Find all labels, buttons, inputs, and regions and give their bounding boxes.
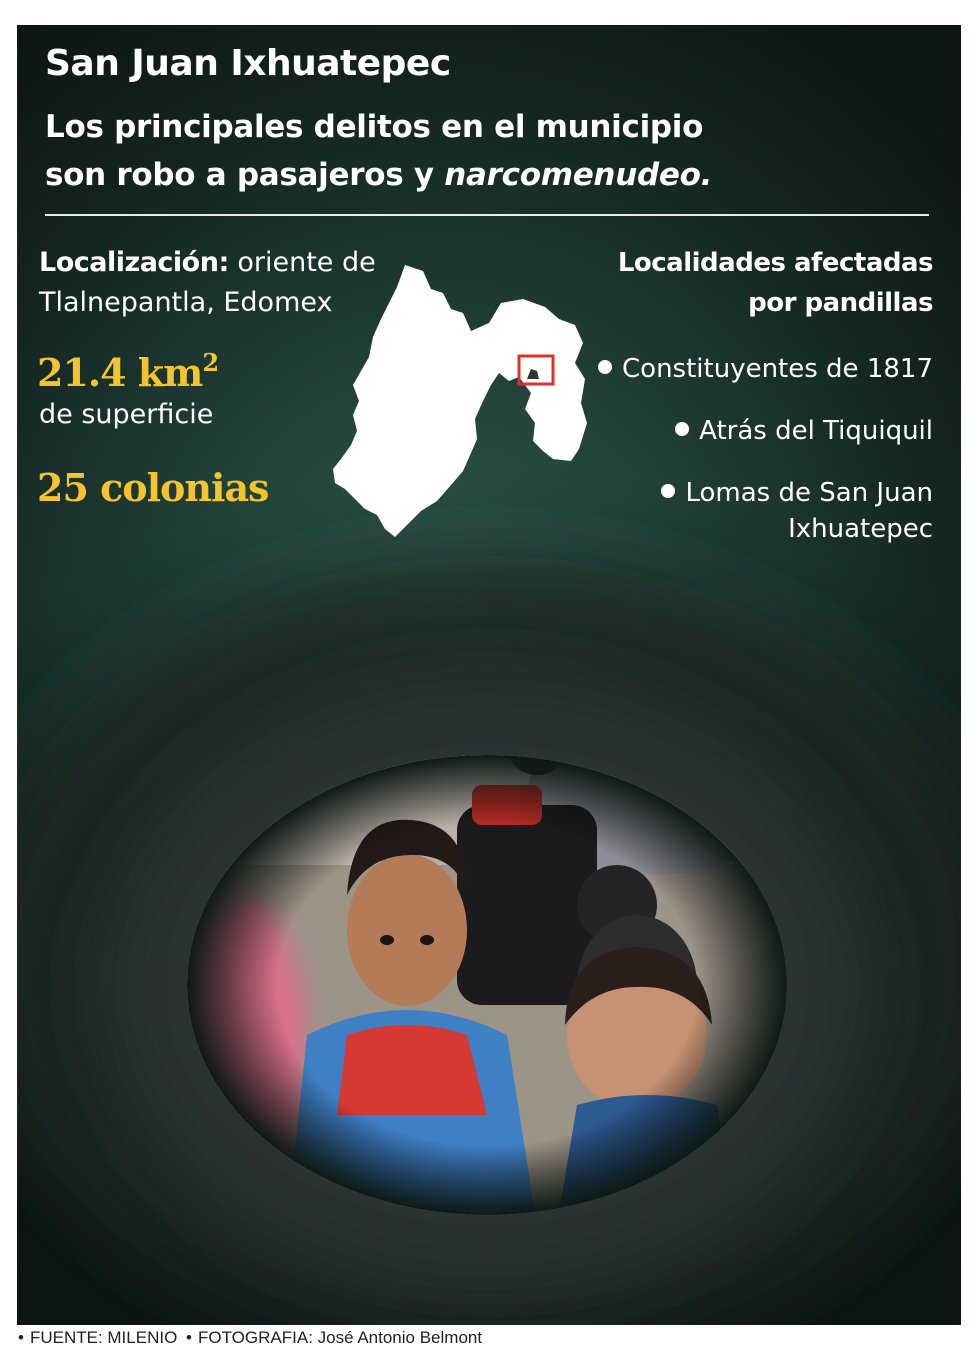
area-exponent: 2: [202, 348, 219, 377]
subtitle-text: Los principales delitos en el municipio son robo a pasajeros y: [45, 109, 704, 193]
footer-credits: [18, 1328, 482, 1348]
bullet-icon: [675, 422, 689, 436]
localidades-title-1: Localidades afectadas: [617, 248, 933, 278]
localidades-title: [618, 243, 933, 323]
colonias-stat: 25 colonias: [37, 465, 269, 510]
area-stat: [37, 350, 218, 395]
area-label: de superficie: [39, 399, 214, 430]
list-item-label: Lomas de San Juan: [685, 478, 933, 508]
list-item-label-cont: Ixhuatepec: [788, 514, 933, 544]
footer-bullet: •: [186, 1328, 192, 1347]
photo-credit: FOTOGRAFIA: José Antonio Belmont: [198, 1328, 483, 1347]
list-item: [598, 351, 933, 387]
divider: [45, 214, 929, 216]
bullet-icon: [598, 360, 612, 374]
list-item-label: Atrás del Tiquiquil: [699, 416, 933, 446]
edomex-map-shape: [333, 265, 587, 537]
list-item: [675, 413, 933, 449]
source-credit: FUENTE: MILENIO: [29, 1328, 178, 1347]
page-subtitle: [45, 103, 765, 199]
area-value: 21.4 km: [37, 350, 203, 395]
footer-bullet: •: [18, 1328, 24, 1347]
location-label: Localización:: [39, 247, 229, 278]
page-title: San Juan Ixhuatepec: [45, 43, 451, 84]
localidades-title-2: por pandillas: [748, 288, 933, 318]
bullet-icon: [661, 484, 675, 498]
infographic-panel: [17, 25, 961, 1325]
subtitle-emphasis: narcomenudeo.: [444, 157, 713, 193]
location-text-1: oriente de: [228, 247, 376, 278]
location-text-2: Tlalnepantla, Edomex: [39, 287, 333, 318]
list-item: [661, 475, 933, 547]
edomex-map: [313, 253, 603, 543]
list-item-label: Constituyentes de 1817: [622, 354, 933, 384]
peephole-photo: [17, 25, 961, 1325]
